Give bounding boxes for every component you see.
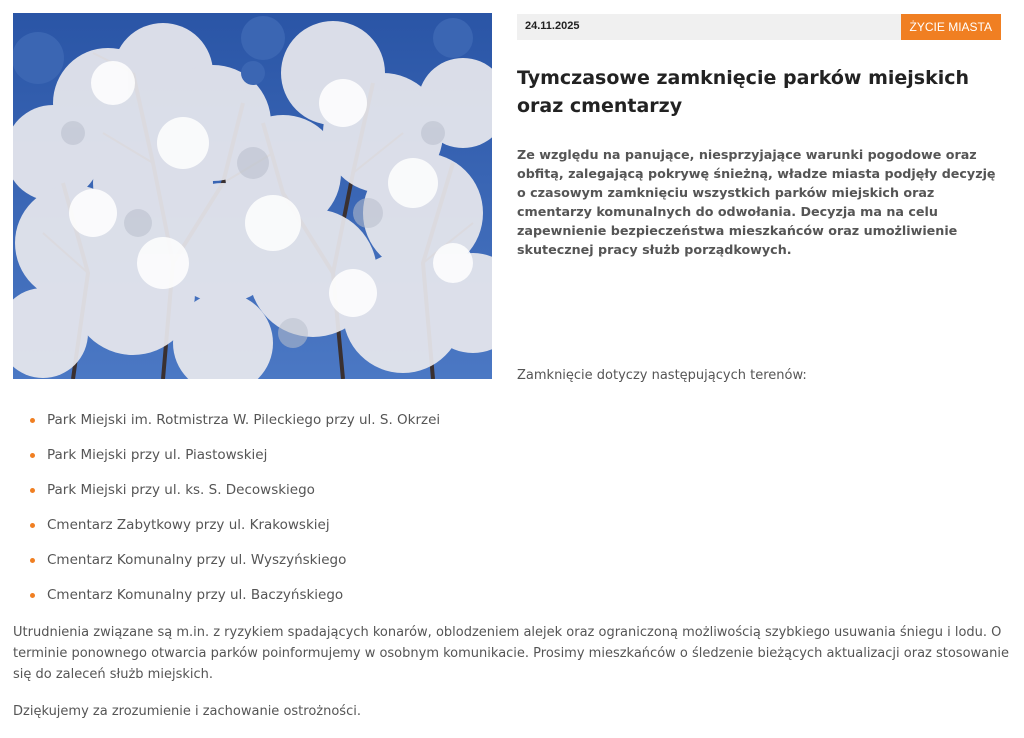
- list-item: [30, 410, 440, 445]
- location-label: Park Miejski przy ul. ks. S. Decowskiego: [47, 482, 315, 498]
- article-body: Utrudnienia związane są m.in. z ryzykiem spadających konarów, oblodzeniem alejek oraz ograniczoną możliwością szybkiego usuwania śniegu i lodu. O terminie ponownego otwarcia parków poinformujemy w osobnym komunikacie. Prosimy mieszkańców o śledzenie bieżących aktualizacji oraz stosowanie się do zaleceń służb miejskich.: [13, 625, 1009, 682]
- article-title: Tymczasowe zamknięcie parków miejskich oraz cmentarzy: [517, 67, 970, 117]
- location-label: Cmentarz Komunalny przy ul. Wyszyńskiego: [47, 552, 347, 568]
- bullet-icon: [30, 593, 35, 598]
- article-image: [13, 13, 492, 379]
- snowy-trees-illustration: [13, 13, 492, 379]
- bullet-icon: [30, 488, 35, 493]
- location-label: Park Miejski im. Rotmistrza W. Pileckiego przy ul. S. Okrzei: [47, 412, 441, 428]
- bullet-icon: [30, 418, 35, 423]
- article-date: 24.11.2025: [525, 20, 580, 32]
- article-closing: Dziękujemy za zrozumienie i zachowanie ostrożności.: [13, 704, 361, 719]
- closed-locations-list: [30, 410, 440, 620]
- location-label: Cmentarz Komunalny przy ul. Baczyńskiego: [47, 587, 344, 603]
- list-item: [30, 585, 440, 620]
- location-label: Park Miejski przy ul. Piastowskiej: [47, 447, 268, 463]
- article-lead: Ze względu na panujące, niesprzyjające warunki pogodowe oraz obfitą, zalegającą pokrywę śnieżną, władze miasta podjęły decyzję o czasowym zamknięciu wszystkich parków miejskich oraz cmentarzy komunalnych do odwołania. Decyzja ma na celu zapewnienie bezpieczeństwa mieszkańców oraz umożliwienie skutecznej pracy służb porządkowych.: [517, 147, 996, 257]
- article-meta-bar: [517, 14, 1001, 40]
- bullet-icon: [30, 558, 35, 563]
- list-item: [30, 480, 440, 515]
- bullet-icon: [30, 523, 35, 528]
- list-item: [30, 550, 440, 585]
- list-intro: Zamknięcie dotyczy następujących terenów:: [517, 368, 807, 383]
- list-item: [30, 515, 440, 550]
- list-item: [30, 445, 440, 480]
- bullet-icon: [30, 453, 35, 458]
- category-badge[interactable]: ŻYCIE MIASTA: [901, 14, 1001, 40]
- location-label: Cmentarz Zabytkowy przy ul. Krakowskiej: [47, 517, 330, 533]
